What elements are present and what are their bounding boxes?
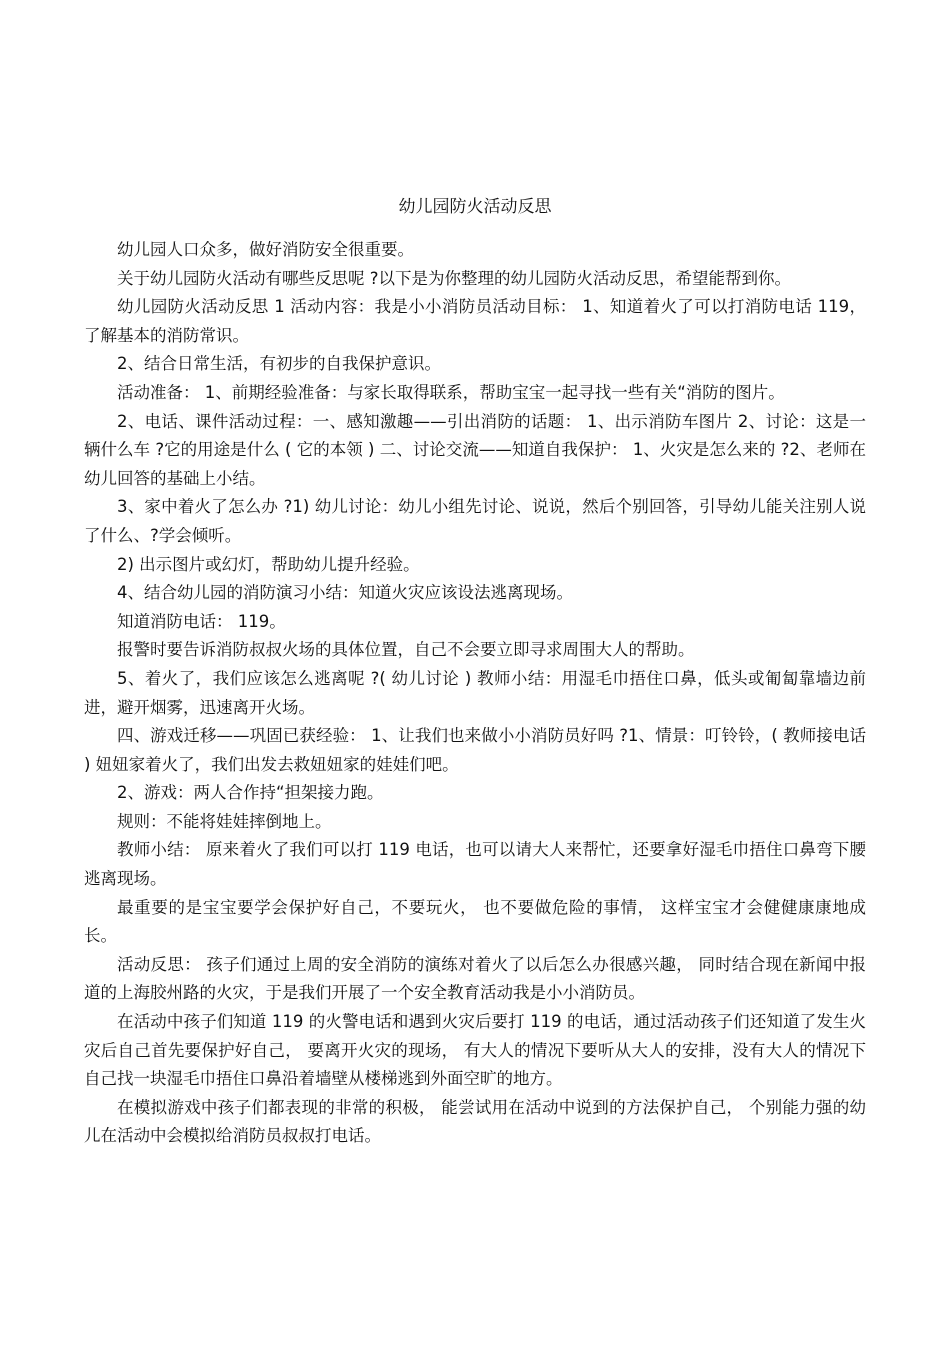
paragraph: 5、着火了，我们应该怎么逃离呢 ?( 幼儿讨论 ) 教师小结：用湿毛巾捂住口鼻，低头或匍匐靠墙边前进，避开烟雾，迅速离开火场。: [84, 668, 866, 717]
document-body: [84, 236, 866, 1151]
paragraph: 关于幼儿园防火活动有哪些反思呢 ?以下是为你整理的幼儿园防火活动反思，希望能帮到你。: [117, 268, 792, 288]
paragraph: 2、结合日常生活，有初步的自我保护意识。: [117, 354, 441, 374]
paragraph: 最重要的是宝宝要学会保护好自己，不要玩火， 也不要做危险的事情， 这样宝宝才会健健康康地成长。: [84, 897, 866, 946]
paragraph: 知道消防电话： 119。: [117, 611, 286, 631]
paragraph: 2、电话、课件活动过程：一、感知激趣——引出消防的话题： 1、出示消防车图片 2、讨论：这是一辆什么车 ?它的用途是什么 ( 它的本领 ) 二、讨论交流——知道自我保护： 1、火灾是怎么来的 ?2、老师在幼儿回答的基础上小结。: [84, 411, 866, 488]
paragraph: 4、结合幼儿园的消防演习小结：知道火灾应该设法逃离现场。: [117, 583, 573, 603]
paragraph: 3、家中着火了怎么办 ?1) 幼儿讨论：幼儿小组先讨论、说说，然后个别回答，引导幼儿能关注别人说了什么、?学会倾听。: [84, 497, 866, 545]
paragraph: 2、游戏：两人合作持“担架接力跑。: [117, 783, 384, 803]
paragraph: 幼儿园防火活动反思 1 活动内容：我是小小消防员活动目标： 1、知道着火了可以打消防电话 119，了解基本的消防常识。: [84, 297, 866, 345]
paragraph: 活动反思： 孩子们通过上周的安全消防的演练对着火了以后怎么办很感兴趣， 同时结合现在新闻中报道的上海胶州路的火灾，于是我们开展了一个安全教育活动我是小小消防员。: [84, 954, 866, 1003]
paragraph: 在模拟游戏中孩子们都表现的非常的积极， 能尝试用在活动中说到的方法保护自己， 个别能力强的幼儿在活动中会模拟给消防员叔叔打电话。: [84, 1097, 866, 1146]
paragraph: 幼儿园人口众多，做好消防安全很重要。: [117, 240, 414, 259]
paragraph: 规则：不能将娃娃摔倒地上。: [117, 811, 332, 831]
paragraph: 活动准备： 1、前期经验准备：与家长取得联系，帮助宝宝一起寻找一些有关“消防的图片。: [117, 382, 785, 402]
paragraph: 四、游戏迁移——巩固已获经验： 1、让我们也来做小小消防员好吗 ?1、情景：叮铃铃，( 教师接电话 ) 妞妞家着火了，我们出发去救妞妞家的娃娃们吧。: [84, 726, 866, 774]
document-title: 幼儿园防火活动反思: [398, 197, 552, 217]
paragraph: 在活动中孩子们知道 119 的火警电话和遇到火灾后要打 119 的电话，通过活动孩子们还知道了发生火灾后自己首先要保护好自己， 要离开火灾的现场， 有大人的情况下要听从大人的安排，没有大人的情况下自己找一块湿毛巾捂住口鼻沿着墙壁从楼梯逃到外面空旷的地方。: [84, 1012, 866, 1089]
paragraph: 教师小结： 原来着火了我们可以打 119 电话，也可以请大人来帮忙，还要拿好湿毛巾捂住口鼻弯下腰逃离现场。: [84, 840, 866, 889]
paragraph: 报警时要告诉消防叔叔火场的具体位置，自己不会要立即寻求周围大人的帮助。: [117, 640, 695, 660]
paragraph: 2) 出示图片或幻灯，帮助幼儿提升经验。: [117, 554, 420, 574]
